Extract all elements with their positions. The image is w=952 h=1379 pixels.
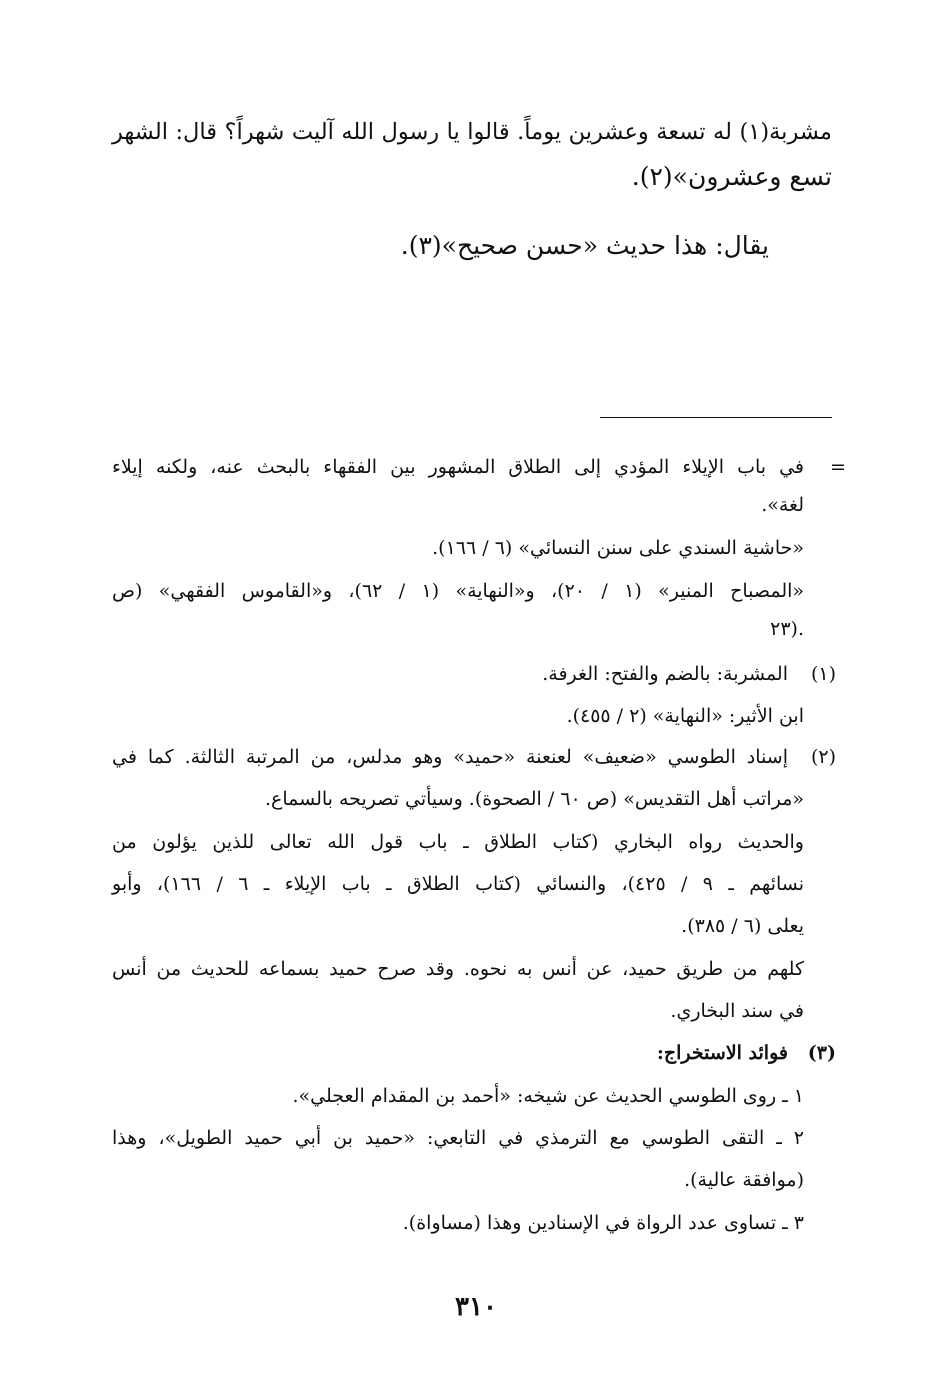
footnote-continuation-line: لغة».: [761, 494, 804, 516]
footnote-2-line: يعلى (٦ / ٣٨٥).: [681, 915, 804, 937]
footnote-2-line: إسناد الطوسي «ضعيف» لعنعنة «حميد» وهو مدلس، من المرتبة الثالثة. كما في: [112, 746, 788, 768]
footnote-3-item: ٢ ـ التقى الطوسي مع الترمذي في التابعي: «حميد بن أبي حميد الطويل»، وهذا: [112, 1127, 804, 1149]
page-number: ٣١٠: [455, 1292, 497, 1322]
footnote-2-line: والحديث رواه البخاري (كتاب الطلاق ـ باب قول الله تعالى للذين يؤلون من: [112, 831, 804, 853]
footnote-3-item: ١ ـ روى الطوسي الحديث عن شيخه: «أحمد بن المقدام العجلي».: [292, 1085, 804, 1107]
footnote-marker-3: (٣): [807, 1042, 836, 1064]
main-text-line-2: تسع وعشرون»(٢).: [631, 162, 832, 191]
footnote-2-line: «مراتب أهل التقديس» (ص ٦٠ / الصحوة). وسيأتي تصريحه بالسماع.: [264, 788, 804, 810]
main-text-line-3: يقال: هذا حديث «حسن صحيح»(٣).: [400, 231, 769, 260]
footnote-1-line: ابن الأثير: «النهاية» (٢ / ٤٥٥).: [566, 705, 804, 727]
footnote-2-line: كلهم من طريق حميد، عن أنس به نحوه. وقد صرح حميد بسماعه للحديث من أنس: [112, 958, 804, 980]
footnote-2-line: نسائهم ـ ٩ / ٤٢٥)، والنسائي (كتاب الطلاق ـ باب الإيلاء ـ ٦ / ١٦٦)، وأبو: [112, 873, 805, 895]
footnote-marker-2: (٢): [810, 746, 836, 768]
footnote-separator: [600, 417, 832, 418]
footnote-3-item: ٣ ـ تساوى عدد الرواة في الإسنادين وهذا (مساواة).: [402, 1212, 804, 1234]
footnote-2-line: في سند البخاري.: [670, 1000, 804, 1022]
footnote-continuation-line: ٢٣).: [770, 618, 804, 640]
footnote-1-line: المشربة: بالضم والفتح: الغرفة.: [542, 663, 788, 685]
footnote-3-item: (موافقة عالية).: [684, 1169, 804, 1191]
footnote-marker-1: (١): [810, 663, 836, 685]
footnote-3-heading: فوائد الاستخراج:: [656, 1042, 788, 1064]
continuation-mark: =: [830, 456, 846, 478]
main-text-line-1: مشربة(١) له تسعة وعشرين يوماً. قالوا يا رسول الله آليت شهراً؟ قال: الشهر: [112, 119, 832, 145]
footnote-continuation-line: «المصباح المنير» (١ / ٢٠)، و«النهاية» (١ / ٦٢)، و«القاموس الفقهي» (ص: [112, 580, 805, 602]
footnote-continuation-line: «حاشية السندي على سنن النسائي» (٦ / ١٦٦).: [432, 537, 804, 559]
footnote-continuation-line: في باب الإيلاء المؤدي إلى الطلاق المشهور بين الفقهاء بالبحث عنه، ولكنه إيلاء: [112, 456, 804, 478]
